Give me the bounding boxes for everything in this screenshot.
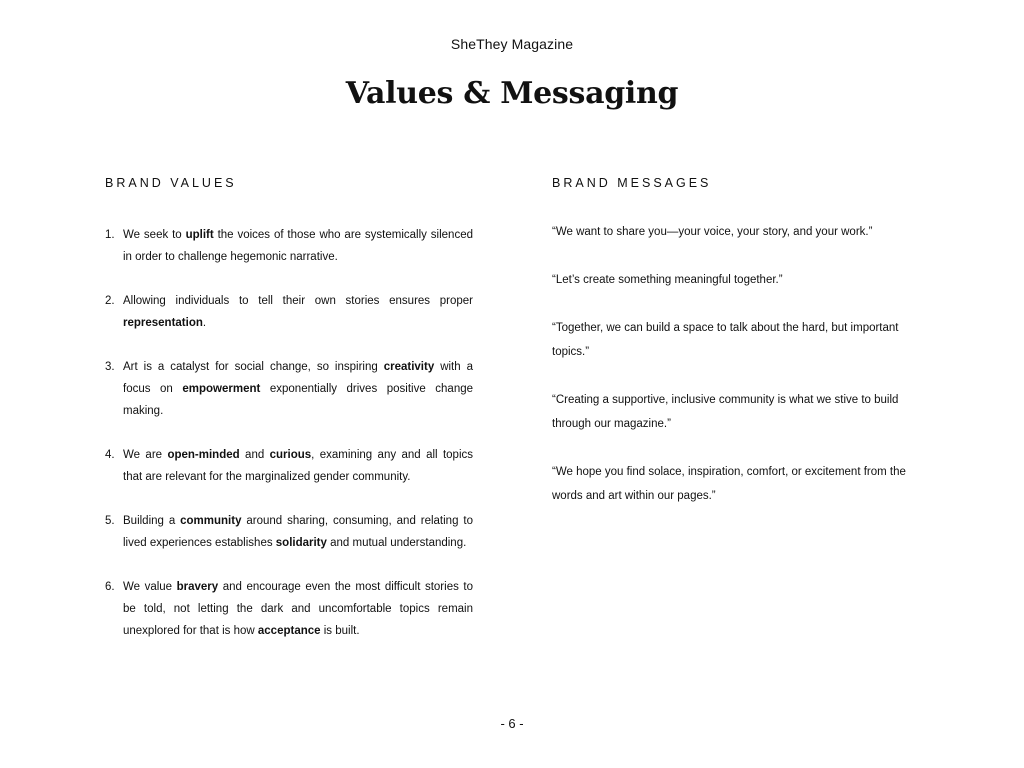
brand-value-item: [105, 510, 473, 554]
brand-message: “We hope you find solace, inspiration, comfort, or excitement from the words and art within our pages.”: [552, 466, 906, 502]
magazine-name: SheThey Magazine: [450, 36, 574, 52]
brand-value-item: [105, 444, 473, 488]
brand-values-heading: BRAND VALUES: [105, 176, 237, 190]
brand-value-item: [105, 576, 473, 642]
brand-value-text: Art is a catalyst for social change, so inspiring creativity with a focus on empowerment exponentially drives positive change making.: [123, 361, 474, 417]
list-number: 4.: [105, 449, 115, 461]
list-number: 1.: [105, 229, 115, 241]
list-number: 2.: [105, 295, 115, 307]
page-number: - 6 -: [500, 716, 524, 731]
brand-value-item: [105, 356, 473, 422]
brand-messages-list: [552, 220, 922, 532]
list-number: 6.: [105, 581, 115, 593]
brand-value-item: [105, 290, 473, 334]
brand-value-text: We seek to uplift the voices of those who are systemically silenced in order to challenge hegemonic narrative.: [123, 229, 473, 263]
list-number: 3.: [105, 361, 115, 373]
brand-value-item: [105, 224, 473, 268]
page-title: Values & Messaging: [345, 76, 679, 111]
brand-message: “Creating a supportive, inclusive community is what we stive to build through our magazine.”: [552, 394, 899, 430]
brand-messages-heading: BRAND MESSAGES: [552, 176, 712, 190]
brand-values-list: [105, 224, 473, 664]
list-number: 5.: [105, 515, 115, 527]
brand-value-text: Allowing individuals to tell their own stories ensures proper representation.: [123, 295, 473, 329]
brand-message: “We want to share you—your voice, your story, and your work.”: [552, 226, 873, 238]
brand-value-text: We are open-minded and curious, examining any and all topics that are relevant for the marginalized gender community.: [123, 449, 473, 483]
brand-value-text: Building a community around sharing, consuming, and relating to lived experiences establishes solidarity and mutual understanding.: [123, 515, 473, 549]
brand-value-text: We value bravery and encourage even the most difficult stories to be told, not letting the dark and uncomfortable topics remain unexplored for that is how acceptance is built.: [123, 581, 473, 637]
brand-message: “Together, we can build a space to talk about the hard, but important topics.”: [552, 322, 899, 358]
brand-message: “Let’s create something meaningful together.”: [552, 274, 783, 286]
